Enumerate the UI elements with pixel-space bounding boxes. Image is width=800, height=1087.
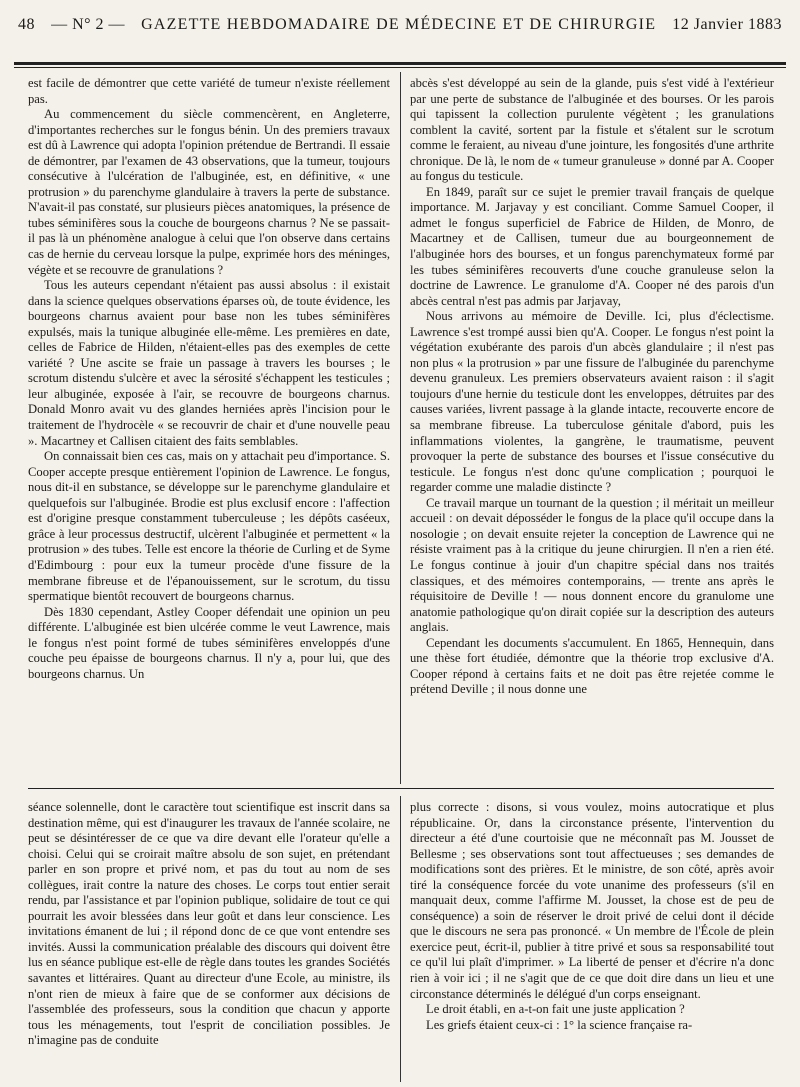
column-divider: [400, 72, 401, 784]
paragraph: Le droit établi, en a-t-on fait une juste application ?: [426, 1002, 685, 1017]
issue-number: — N° 2 —: [51, 16, 126, 33]
paragraph: Les griefs étaient ceux-ci : 1° la science française ra-: [426, 1017, 693, 1032]
page-number: 48: [18, 16, 35, 33]
paragraph: Dès 1830 cependant, Astley Cooper défendait une opinion un peu différente. L'albuginée est bien ulcérée comme le veut Lawrence, mais le fongus n'est point formé de tubes séminifères enveloppés d'une couche peu épaisse de bourgeons charnus. Il n'y a, pour lui, que des bourgeons charnus. Un: [28, 604, 390, 681]
header-rule: [14, 62, 786, 65]
top-left-column: [28, 76, 390, 784]
paragraph: séance solennelle, dont le caractère tout scientifique est inscrit dans sa destination même, qui est d'inaugurer les travaux de l'année scolaire, ne peut se désintéresser de ce que va dire devant elle l'orateur qu'elle a choisi. Celui qui se croirait maître absolu de son sujet, en prétendant parler en son propre et privé nom, et pas du tout au nom de ses collègues, irait contre la nature des choses. Le corps tout entier serait rendu, par l'assistance et par l'opinion publique, solidaire de tout ce qui pourrait les avoir blessées dans leur goût et dans leur conscience. Les invitations émanent de lui ; il répond donc de ce que vont entendre ses invités. Aussi la communication préalable des discours qui doivent être lus en séance publique est-elle de règle dans toutes les grandes Sociétés savantes et littéraires. Quant au directeur d'une Ecole, au ministre, ils n'ont rien de mieux à faire que de se conformer aux décisions de l'assemblée des professeurs, sous la condition que chacun y apporte tous les ménagements, tout l'esprit de conciliation possibles. Je n'imagine pas de conduite: [28, 800, 390, 1048]
header-rule-thin: [14, 67, 786, 68]
paragraph: Cependant les documents s'accumulent. En 1865, Hennequin, dans une thèse fort étudiée, démontre que la théorie trop exclusive d'A. Cooper répond à certains faits et ne doit pas être rejetée comme le prétend Deville ; il nous donne une: [410, 635, 774, 697]
bottom-left-column: [28, 800, 390, 1083]
journal-title: GAZETTE HEBDOMADAIRE DE MÉDECINE ET DE CHIRURGIE: [141, 16, 657, 33]
paragraph: est facile de démontrer que cette variété de tumeur n'existe réellement pas.: [28, 76, 390, 106]
paragraph: abcès s'est développé au sein de la glande, puis s'est vidé à l'extérieur par une perte de substance de l'albuginée et des bourses. Or les parois qui tapissent la collection purulente végètent ; les granulations comblent la cavité, sortent par la fistule et s'étalent sur le scrotum comme le feraient, au niveau d'une jointure, les fongosités d'une arthrite chronique. De là, le nom de « tumeur granuleuse » donné par A. Cooper au fongus du testicule.: [410, 76, 774, 184]
paragraph: En 1849, paraît sur ce sujet le premier travail français de quelque importance. M. Jarjavay y est conciliant. Comme Samuel Cooper, il admet le fongus superficiel de Fabrice de Hilden, de Monro, de Macartney et de Callisen, tumeur due au bourgeonnement de l'albuginée hors des bourses, et un fongus parenchymateux formé par les tubes séminifères recouverts d'une couche granuleuse selon la doctrine de Lawrence. Le granulome d'A. Cooper né des parois d'un abcès central n'est pas admis par Jarjavay,: [410, 184, 774, 308]
column-divider-bottom: [400, 796, 401, 1082]
section-rule: [28, 788, 774, 789]
paragraph: Ce travail marque un tournant de la question ; il méritait un meilleur accueil : on devait déposséder le fongus de la place qu'il occupe dans la nosologie ; on devait ensuite rejeter la conception de Lawrence qui ne résiste vraiment pas à la critique du jeune chirurgien. Il n'en a rien été. Le fongus continue à jouir d'un chapitre spécial dans nos traités classiques, et des mémoires contemporains, — trente ans après le réquisitoire de Deville ! — nous donnent encore du granulome une anatomie pathologique qu'on dirait copiée sur la description des auteurs anglais.: [410, 495, 774, 635]
issue-date: 12 Janvier 1883: [672, 16, 782, 33]
paragraph: Au commencement du siècle commencèrent, en Angleterre, d'importantes recherches sur le fongus bénin. Un des premiers travaux est dû à Lawrence qui adopta l'opinion prétendue de Bertrandi. Il essaie de démontrer, par l'examen de 43 observations, que la tumeur, toujours consécutive à l'ulcération de l'albuginée, est, en définitive, « une protrusion » du parenchyme glandulaire à travers la perte de substance. N'avait-il pas constaté, sur plusieurs pièces anatomiques, la présence de tubes séminifères sous la couche de bourgeons charnus ? Ne se passait-il pas là un phénomène analogue à celui que l'on observe dans certains cas de hernie du cerveau lorsque la pulpe, exprimée hors des méninges, végète et se recouvre de granulations ?: [28, 107, 390, 277]
bottom-right-column: [410, 800, 774, 1083]
paragraph: On connaissait bien ces cas, mais on y attachait peu d'importance. S. Cooper accepte presque entièrement l'opinion de Lawrence. Le fongus, nous dit-il en substance, se développe sur le parenchyme glandulaire et quelquefois sur l'albuginée. Brodie est plus exclusif encore : l'affection est d'origine presque constamment tuberculeuse ; les dépôts caséeux, grâce à leur processus destructif, ulcèrent l'albuginée et permettent « la protrusion » des tubes. Telle est encore la théorie de Curling et de Syme d'Edimbourg : pour eux la tumeur procède d'une fissure de la membrane fibreuse et de l'épanouissement, sur le scrotum, du tissu spermatique bientôt recouvert de bourgeons charnus.: [28, 449, 390, 604]
page-header: [18, 10, 782, 40]
paragraph: Tous les auteurs cependant n'étaient pas aussi absolus : il existait dans la science quelques observations éparses où, de toute évidence, les bourgeons charnus avaient pour base non les tubes séminifères expulsés, mais la tunique albuginée elle-même. Les premières en date, celles de Fabrice de Hilden, n'étaient-elles pas des exemples de cette variété ? Une ascite se fraie un passage à travers les bourses ; le scrotum distendu s'ulcère et avec la sérosité s'échappent les testicules ; leur albuginée, exposée à l'air, se recouvre de bourgeons charnus. Donald Monro avait vu des glandes herniées après l'incision pour le traitement de l'hydrocèle « se recouvrir de chair et d'une nouvelle peau ». Macartney et Callisen citaient des faits semblables.: [28, 278, 390, 448]
paragraph: plus correcte : disons, si vous voulez, moins autocratique et plus républicaine. Or, dans la circonstance présente, l'intervention du directeur a été d'une courtoisie que ne méconnaît pas M. Jousset de Bellesme ; ses observations sont tout affectueuses ; ses demandes de modifications sont des prières. Et le ministre, de son côté, après avoir tiré la conséquence forcée du vote unanime des professeurs (s'il en manquait deux, comme l'affirme M. Jousset, la chose est de peu de conséquence) a soin de réserver le droit privé de celui dont il décide que le discours ne sera pas prononcé. « Un membre de l'École de plein exercice peut, écrit-il, publier à titre privé et sous sa responsabilité tout ce qu'il lui plaît d'imprimer. » La liberté de penser et d'écrire n'a donc rien à voir ici ; il ne s'agit que de ce que doit dire dans un lieu et une circonstance déterminés le délégué d'un corps enseignant.: [410, 800, 774, 1001]
top-right-column: [410, 76, 774, 784]
paragraph: Nous arrivons au mémoire de Deville. Ici, plus d'éclectisme. Lawrence s'est trompé aussi bien qu'A. Cooper. Le fongus n'est point la végétation exubérante des parois d'un abcès glandulaire ; il n'est pas non plus « la protrusion » par une fissure de l'albuginée du parenchyme devenu granuleux. Les premiers observateurs avaient raison : il s'agit toujours d'une hernie du testicule dont les enveloppes, détruites par des causes variées, livrent passage à la glande intacte, recouverte encore de sa membrane fibreuse. La tuberculose génitale d'abord, puis les inflammations violentes, la gangrène, le traumatisme, peuvent provoquer la perte de substance des bourses et l'issue consécutive du testicule. Le fongus n'est donc qu'une complication ; pourquoi le regarder comme une maladie distincte ?: [410, 309, 774, 495]
